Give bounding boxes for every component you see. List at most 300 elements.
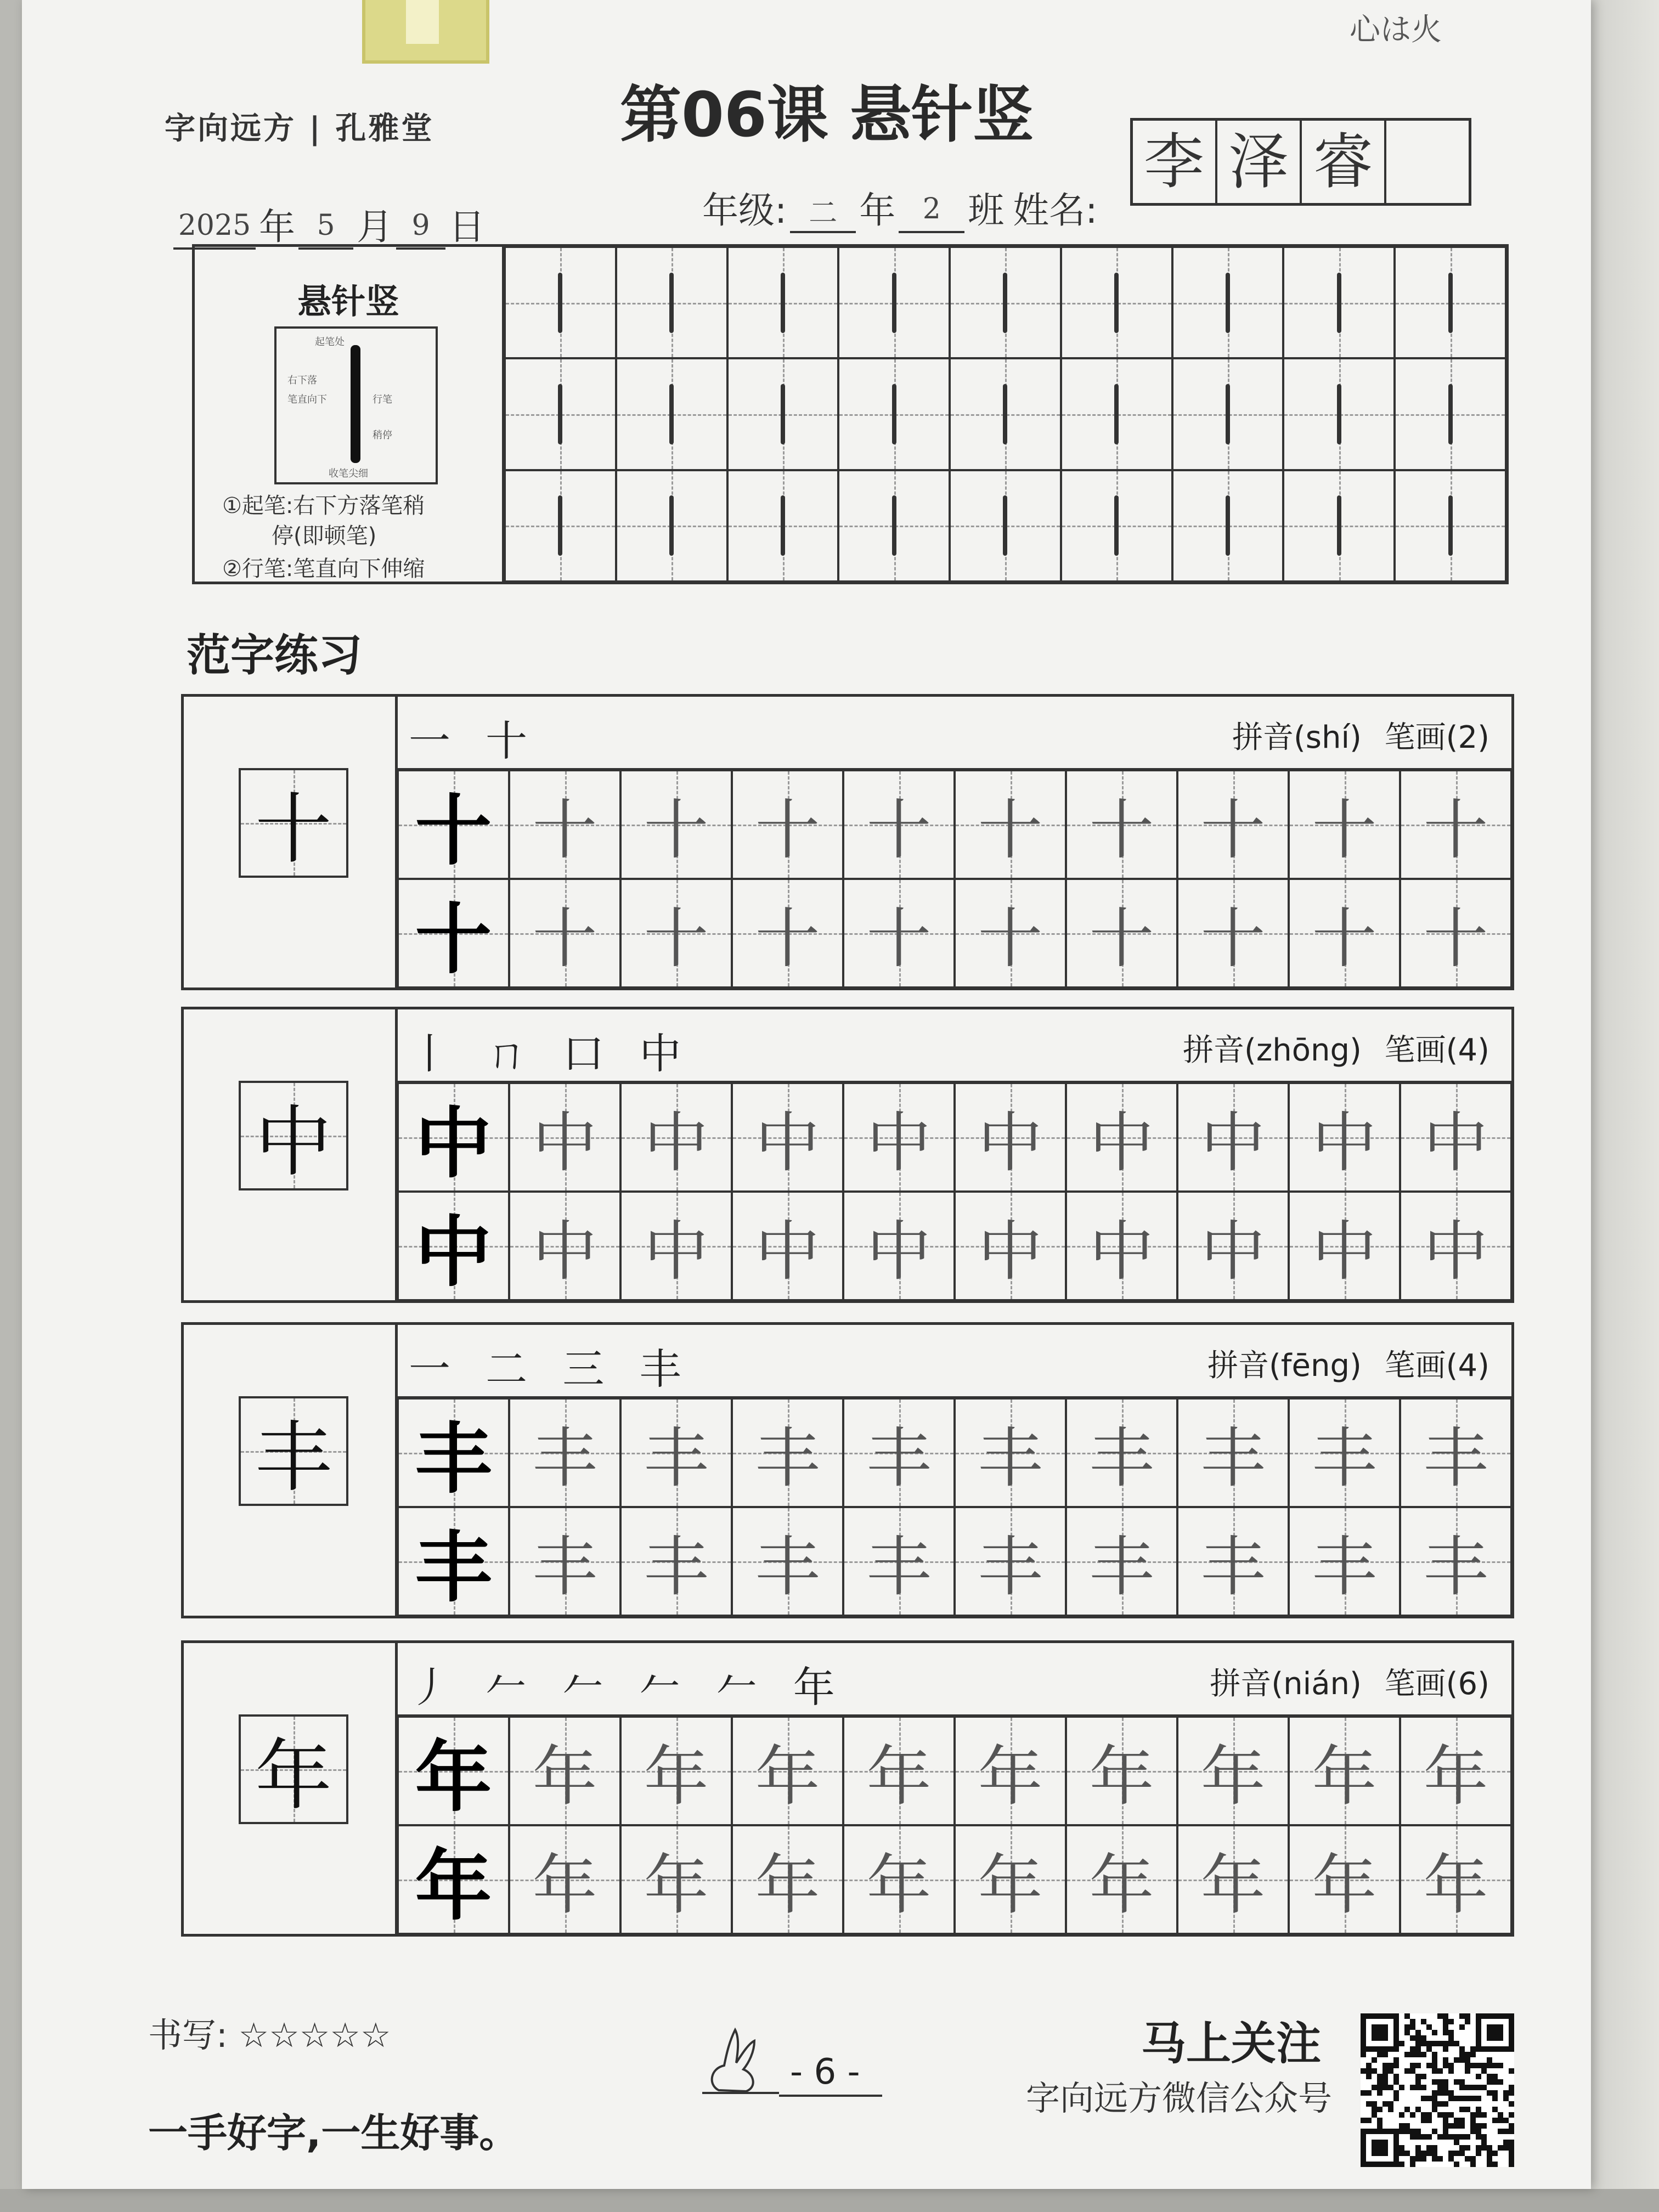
section-title: 范字练习	[187, 630, 362, 681]
handwritten-character: 中	[755, 1105, 820, 1181]
printed-character: 丰	[415, 1523, 492, 1613]
class-row	[702, 181, 1098, 233]
handwritten-character-cell	[1066, 1398, 1177, 1507]
handwritten-character-cell	[1400, 1507, 1511, 1616]
character-meta	[1210, 1660, 1489, 1703]
month-label: 月	[357, 206, 393, 248]
strokes-label: 笔画	[1384, 720, 1446, 755]
handwritten-character: 十	[1423, 901, 1488, 977]
handwritten-character-cell	[1177, 1192, 1289, 1300]
handwritten-character: 年	[1089, 1847, 1154, 1923]
stroke-practice-cell	[505, 358, 616, 470]
character-writing-grid	[398, 1398, 1511, 1616]
rating	[148, 2008, 391, 2057]
printed-character-cell	[398, 1825, 509, 1934]
handwritten-character: 十	[1200, 792, 1266, 868]
handwritten-character: 丰	[755, 1529, 820, 1605]
handwritten-character: 中	[1200, 1214, 1266, 1289]
handwritten-character-cell	[1289, 1398, 1400, 1507]
stroke-practice-cell	[1283, 358, 1395, 470]
star-rating: ☆☆☆☆☆	[238, 2015, 391, 2055]
handwritten-character-cell	[732, 1825, 843, 1934]
handwritten-character: 十	[532, 901, 597, 977]
handwritten-vertical-stroke	[892, 495, 896, 556]
character-header	[398, 1643, 1511, 1717]
handwritten-character: 丰	[1423, 1420, 1488, 1496]
handwritten-character-cell	[1400, 1192, 1511, 1300]
character-practice-block	[181, 1007, 1514, 1303]
handwritten-character: 丰	[866, 1529, 932, 1605]
handwritten-vertical-stroke	[1337, 273, 1341, 333]
handwritten-character: 年	[866, 1739, 932, 1814]
month-value: 5	[298, 209, 353, 250]
stroke-practice-cell	[838, 470, 950, 582]
stroke-practice-cell	[616, 358, 727, 470]
handwritten-character-cell	[843, 879, 955, 988]
backdrop-floor	[0, 2189, 1659, 2212]
name-cell: 李	[1133, 121, 1217, 203]
handwritten-character-cell	[732, 1192, 843, 1300]
handwritten-character: 丰	[1089, 1420, 1154, 1496]
handwritten-vertical-stroke	[1114, 273, 1119, 333]
handwritten-character: 十	[866, 792, 932, 868]
handwritten-vertical-stroke	[1226, 273, 1230, 333]
handwritten-character: 年	[1312, 1739, 1377, 1814]
handwritten-character-cell	[732, 1717, 843, 1825]
handwritten-character: 丰	[866, 1420, 932, 1496]
handwritten-character: 年	[1200, 1739, 1266, 1814]
handwritten-vertical-stroke	[1003, 384, 1007, 444]
handwritten-character-cell	[843, 1083, 955, 1192]
diagram-label: 起笔处	[315, 336, 345, 348]
handwritten-character: 丰	[755, 1420, 820, 1496]
handwritten-character-cell	[843, 770, 955, 879]
model-character-cell	[239, 1396, 348, 1506]
rabbit-icon	[697, 2019, 785, 2101]
stroke-practice-cell	[1395, 247, 1506, 358]
handwritten-character-cell	[955, 1507, 1066, 1616]
handwritten-character-cell	[955, 1825, 1066, 1934]
handwritten-vertical-stroke	[1448, 273, 1453, 333]
handwritten-character: 丰	[1312, 1529, 1377, 1605]
handwritten-character-cell	[620, 770, 732, 879]
handwritten-character: 丰	[532, 1529, 597, 1605]
handwritten-vertical-stroke	[1448, 495, 1453, 556]
stroke-practice-cell	[838, 358, 950, 470]
handwritten-character-cell	[1177, 1507, 1289, 1616]
model-character-panel	[184, 1325, 398, 1616]
handwritten-character-cell	[1177, 1717, 1289, 1825]
handwritten-character: 年	[532, 1739, 597, 1814]
handwritten-character: 中	[1200, 1105, 1266, 1181]
stroke-note: ②行笔:笔直向下伸缩	[222, 556, 425, 582]
handwritten-vertical-stroke	[1114, 384, 1119, 444]
handwritten-character: 十	[866, 901, 932, 977]
character-practice-block	[181, 694, 1514, 990]
handwritten-vertical-stroke	[1003, 273, 1007, 333]
pinyin-label: 拼音	[1207, 1348, 1269, 1384]
handwritten-vertical-stroke	[558, 384, 562, 444]
handwritten-vertical-stroke	[669, 495, 674, 556]
handwritten-character: 十	[1089, 792, 1154, 868]
pinyin: (fēng)	[1268, 1348, 1362, 1384]
printed-character: 十	[415, 895, 492, 985]
handwritten-character: 十	[755, 901, 820, 977]
vertical-stroke-illustration	[351, 345, 360, 463]
printed-character: 年	[415, 1841, 492, 1931]
follow-subtitle: 字向远方微信公众号	[1026, 2078, 1333, 2118]
handwritten-character: 中	[978, 1105, 1043, 1181]
pinyin: (shí)	[1293, 720, 1362, 755]
handwritten-character-cell	[1289, 770, 1400, 879]
class-label: 班	[968, 189, 1005, 232]
handwritten-character: 中	[755, 1214, 820, 1289]
handwritten-character-cell	[509, 1717, 620, 1825]
model-character-panel	[184, 697, 398, 988]
stroke-info-panel	[195, 247, 505, 582]
handwritten-character-cell	[955, 1398, 1066, 1507]
handwritten-character-cell	[509, 1083, 620, 1192]
stroke-practice-cell	[1395, 470, 1506, 582]
pinyin-label: 拼音	[1182, 1032, 1244, 1068]
name-cell: 睿	[1302, 121, 1386, 203]
handwritten-character: 年	[978, 1739, 1043, 1814]
handwritten-character-cell	[1177, 770, 1289, 879]
handwritten-character-cell	[843, 1192, 955, 1300]
character-writing-grid	[398, 1717, 1511, 1934]
stroke-count: (6)	[1446, 1666, 1489, 1702]
day-label: 日	[449, 206, 485, 248]
pinyin-label: 拼音	[1232, 720, 1294, 755]
stroke-practice-cell	[505, 470, 616, 582]
stroke-note: 停(即顿笔)	[272, 523, 377, 549]
nian-label: 年	[859, 189, 896, 232]
handwritten-character: 中	[866, 1214, 932, 1289]
printed-character-cell	[398, 770, 509, 879]
slogan: 一手好字,一生好事。	[148, 2110, 519, 2156]
handwritten-vertical-stroke	[669, 273, 674, 333]
name-grid	[1130, 118, 1471, 206]
handwritten-character-cell	[1066, 770, 1177, 879]
printed-character: 中	[415, 1207, 492, 1297]
handwritten-character: 十	[1312, 792, 1377, 868]
name-label: 姓名:	[1013, 189, 1098, 232]
stroke-diagram	[274, 326, 438, 484]
corner-handwriting: 心は火	[1350, 12, 1442, 48]
printed-character: 中	[415, 1099, 492, 1189]
pinyin: (zhōng)	[1244, 1032, 1362, 1068]
stroke-note: ①起笔:右下方落笔稍	[222, 493, 425, 518]
handwritten-character-cell	[509, 1507, 620, 1616]
handwritten-character-cell	[732, 1083, 843, 1192]
handwritten-vertical-stroke	[1448, 384, 1453, 444]
stroke-practice-cell	[505, 247, 616, 358]
handwritten-character: 年	[1423, 1847, 1488, 1923]
strokes-label: 笔画	[1384, 1032, 1446, 1068]
model-character: 丰	[255, 1413, 332, 1503]
handwritten-character: 年	[1200, 1847, 1266, 1923]
handwritten-character-cell	[509, 879, 620, 988]
handwritten-character-cell	[843, 1507, 955, 1616]
character-meta	[1232, 713, 1489, 757]
stroke-count: (4)	[1446, 1032, 1489, 1068]
day-value: 9	[396, 209, 445, 250]
handwritten-character: 中	[644, 1105, 709, 1181]
handwritten-character: 十	[978, 792, 1043, 868]
pinyin: (nián)	[1271, 1666, 1362, 1702]
handwritten-character-cell	[509, 770, 620, 879]
handwritten-character-cell	[843, 1717, 955, 1825]
date-row	[170, 198, 485, 250]
lesson-title: 第06课 悬针竖	[620, 80, 1034, 151]
handwritten-character: 年	[1423, 1739, 1488, 1814]
handwritten-character-cell	[1177, 879, 1289, 988]
handwritten-character-cell	[1066, 1192, 1177, 1300]
strokes-label: 笔画	[1384, 1666, 1446, 1702]
brand-logo: 字向远方 | 孔雅堂	[165, 110, 435, 146]
handwritten-character-cell	[1289, 879, 1400, 988]
model-character-panel	[184, 1009, 398, 1300]
handwritten-character-cell	[1177, 1825, 1289, 1934]
stroke-order: 一 二 三 丰	[409, 1345, 692, 1393]
handwritten-character-cell	[1289, 1192, 1400, 1300]
handwritten-character: 丰	[1089, 1529, 1154, 1605]
handwritten-character-cell	[1066, 879, 1177, 988]
diagram-label: 行笔	[373, 394, 392, 405]
handwritten-character-cell	[1066, 1083, 1177, 1192]
class-value: 2	[899, 193, 964, 233]
handwritten-character-cell	[955, 770, 1066, 879]
handwritten-character: 丰	[1423, 1529, 1488, 1605]
handwritten-character: 丰	[644, 1420, 709, 1496]
stroke-order: 丿 𠂉 𠂉 𠂉 𠂉 年	[409, 1663, 846, 1712]
handwritten-character: 十	[644, 792, 709, 868]
grade-value: 二	[790, 190, 856, 233]
handwritten-character-cell	[1177, 1083, 1289, 1192]
handwritten-character: 中	[1089, 1105, 1154, 1181]
diagram-label: 收笔尖细	[329, 468, 368, 479]
name-cell	[1386, 121, 1469, 203]
handwritten-character-cell	[620, 1083, 732, 1192]
handwritten-character: 丰	[1200, 1529, 1266, 1605]
character-header	[398, 697, 1511, 770]
diagram-label: 笔直向下	[287, 394, 327, 405]
model-character: 十	[255, 785, 332, 874]
stroke-practice-cell	[727, 247, 839, 358]
character-meta	[1183, 1026, 1489, 1070]
handwritten-character: 十	[532, 792, 597, 868]
year-label: 年	[259, 206, 295, 248]
stroke-practice-cell	[1061, 358, 1172, 470]
character-writing-grid	[398, 1083, 1511, 1300]
stroke-practice-section	[192, 244, 1509, 584]
handwritten-character: 十	[1200, 901, 1266, 977]
stroke-count: (4)	[1446, 1348, 1489, 1384]
pinyin-label: 拼音	[1210, 1666, 1272, 1702]
handwritten-character-cell	[1400, 1398, 1511, 1507]
diagram-label: 稍停	[373, 430, 392, 441]
handwritten-character: 丰	[644, 1529, 709, 1605]
printed-character-cell	[398, 1083, 509, 1192]
handwritten-character-cell	[1177, 1398, 1289, 1507]
stroke-practice-cell	[727, 358, 839, 470]
handwritten-character: 十	[1423, 792, 1488, 868]
handwritten-character-cell	[620, 879, 732, 988]
handwritten-character-cell	[620, 1825, 732, 1934]
handwritten-character: 十	[1312, 901, 1377, 977]
handwritten-character: 丰	[978, 1529, 1043, 1605]
handwritten-character: 中	[1423, 1214, 1488, 1289]
handwritten-character-cell	[620, 1507, 732, 1616]
stroke-practice-cell	[616, 247, 727, 358]
character-header	[398, 1325, 1511, 1398]
printed-character-cell	[398, 1507, 509, 1616]
handwritten-character: 丰	[978, 1420, 1043, 1496]
character-writing-grid	[398, 770, 1511, 988]
handwritten-character: 丰	[532, 1420, 597, 1496]
handwritten-vertical-stroke	[781, 495, 785, 556]
handwritten-character-cell	[509, 1192, 620, 1300]
backdrop	[1580, 0, 1659, 2212]
handwritten-character: 中	[1312, 1214, 1377, 1289]
handwritten-character-cell	[1289, 1825, 1400, 1934]
printed-character-cell	[398, 879, 509, 988]
handwritten-character-cell	[1066, 1717, 1177, 1825]
stroke-practice-cell	[1061, 247, 1172, 358]
handwritten-character-cell	[843, 1398, 955, 1507]
character-practice-area	[398, 697, 1511, 988]
handwritten-character-cell	[732, 770, 843, 879]
character-practice-area	[398, 1009, 1511, 1300]
handwritten-character: 年	[644, 1739, 709, 1814]
stroke-practice-cell	[1172, 470, 1284, 582]
handwritten-vertical-stroke	[558, 273, 562, 333]
character-practice-area	[398, 1325, 1511, 1616]
stroke-practice-cell	[1061, 470, 1172, 582]
character-header	[398, 1009, 1511, 1083]
handwritten-character: 中	[1089, 1214, 1154, 1289]
handwritten-character-cell	[1066, 1507, 1177, 1616]
handwritten-character-cell	[1400, 770, 1511, 879]
handwritten-character: 年	[755, 1739, 820, 1814]
diagram-label: 右下落	[287, 375, 317, 386]
handwritten-character-cell	[732, 1398, 843, 1507]
handwritten-character: 丰	[1200, 1420, 1266, 1496]
handwritten-character: 中	[978, 1214, 1043, 1289]
handwritten-character: 中	[532, 1105, 597, 1181]
handwritten-vertical-stroke	[1337, 384, 1341, 444]
handwritten-character: 中	[532, 1214, 597, 1289]
character-practice-block	[181, 1322, 1514, 1618]
handwritten-character: 年	[644, 1847, 709, 1923]
handwritten-character: 中	[1312, 1105, 1377, 1181]
stroke-title: 悬针竖	[297, 281, 399, 321]
handwritten-character: 年	[532, 1847, 597, 1923]
handwritten-character: 年	[1089, 1739, 1154, 1814]
model-character: 年	[255, 1731, 332, 1821]
handwritten-character: 丰	[1312, 1420, 1377, 1496]
stroke-order: 丨 ㄇ 口 中	[409, 1029, 692, 1078]
handwritten-character: 十	[978, 901, 1043, 977]
handwritten-character-cell	[509, 1398, 620, 1507]
printed-character-cell	[398, 1192, 509, 1300]
handwritten-character: 中	[866, 1105, 932, 1181]
handwritten-character: 年	[866, 1847, 932, 1923]
handwritten-character-cell	[955, 1192, 1066, 1300]
stroke-practice-cell	[1283, 470, 1395, 582]
handwritten-vertical-stroke	[558, 495, 562, 556]
handwritten-character: 中	[644, 1214, 709, 1289]
handwritten-character: 年	[978, 1847, 1043, 1923]
model-character-panel	[184, 1643, 398, 1934]
handwritten-vertical-stroke	[1226, 495, 1230, 556]
handwritten-character-cell	[1289, 1717, 1400, 1825]
stroke-practice-cell	[1172, 247, 1284, 358]
handwritten-vertical-stroke	[1003, 495, 1007, 556]
handwritten-character-cell	[955, 1083, 1066, 1192]
model-character-cell	[239, 768, 348, 878]
handwritten-character-cell	[1289, 1083, 1400, 1192]
handwritten-vertical-stroke	[669, 384, 674, 444]
stroke-practice-cell	[1283, 247, 1395, 358]
grade-label: 年级:	[702, 189, 787, 232]
character-practice-area	[398, 1643, 1511, 1934]
handwritten-vertical-stroke	[892, 273, 896, 333]
printed-character-cell	[398, 1717, 509, 1825]
handwritten-character: 十	[644, 901, 709, 977]
stroke-practice-cell	[1172, 358, 1284, 470]
handwritten-character-cell	[1066, 1825, 1177, 1934]
stroke-practice-cell	[838, 247, 950, 358]
model-character: 中	[255, 1097, 332, 1187]
printed-character-cell	[398, 1398, 509, 1507]
handwritten-character-cell	[732, 879, 843, 988]
handwritten-character-cell	[955, 1717, 1066, 1825]
handwritten-vertical-stroke	[1114, 495, 1119, 556]
stroke-count: (2)	[1446, 720, 1489, 755]
stroke-practice-cell	[950, 358, 1061, 470]
handwritten-character-cell	[620, 1192, 732, 1300]
handwritten-character-cell	[620, 1717, 732, 1825]
strokes-label: 笔画	[1384, 1348, 1446, 1384]
follow-title: 马上关注	[1141, 2018, 1322, 2070]
character-meta	[1207, 1341, 1489, 1385]
handwritten-character-cell	[620, 1398, 732, 1507]
handwritten-vertical-stroke	[781, 384, 785, 444]
handwritten-vertical-stroke	[1337, 495, 1341, 556]
handwritten-vertical-stroke	[1226, 384, 1230, 444]
printed-character: 丰	[415, 1414, 492, 1504]
model-character-cell	[239, 1081, 348, 1190]
stroke-practice-cell	[727, 470, 839, 582]
handwritten-character-cell	[1289, 1507, 1400, 1616]
stroke-practice-cell	[1395, 358, 1506, 470]
handwritten-character-cell	[955, 879, 1066, 988]
handwritten-character-cell	[843, 1825, 955, 1934]
handwritten-character-cell	[732, 1507, 843, 1616]
handwritten-vertical-stroke	[781, 273, 785, 333]
rating-label: 书写:	[148, 2015, 228, 2055]
binder-clip-slot	[406, 0, 439, 44]
stroke-order: 一 十	[409, 716, 539, 765]
qr-code-icon	[1361, 2013, 1514, 2167]
handwritten-character-cell	[509, 1825, 620, 1934]
stroke-practice-cell	[616, 470, 727, 582]
stroke-practice-grid	[505, 247, 1506, 582]
character-practice-block	[181, 1640, 1514, 1937]
worksheet	[22, 0, 1591, 2189]
handwritten-character: 中	[1423, 1105, 1488, 1181]
